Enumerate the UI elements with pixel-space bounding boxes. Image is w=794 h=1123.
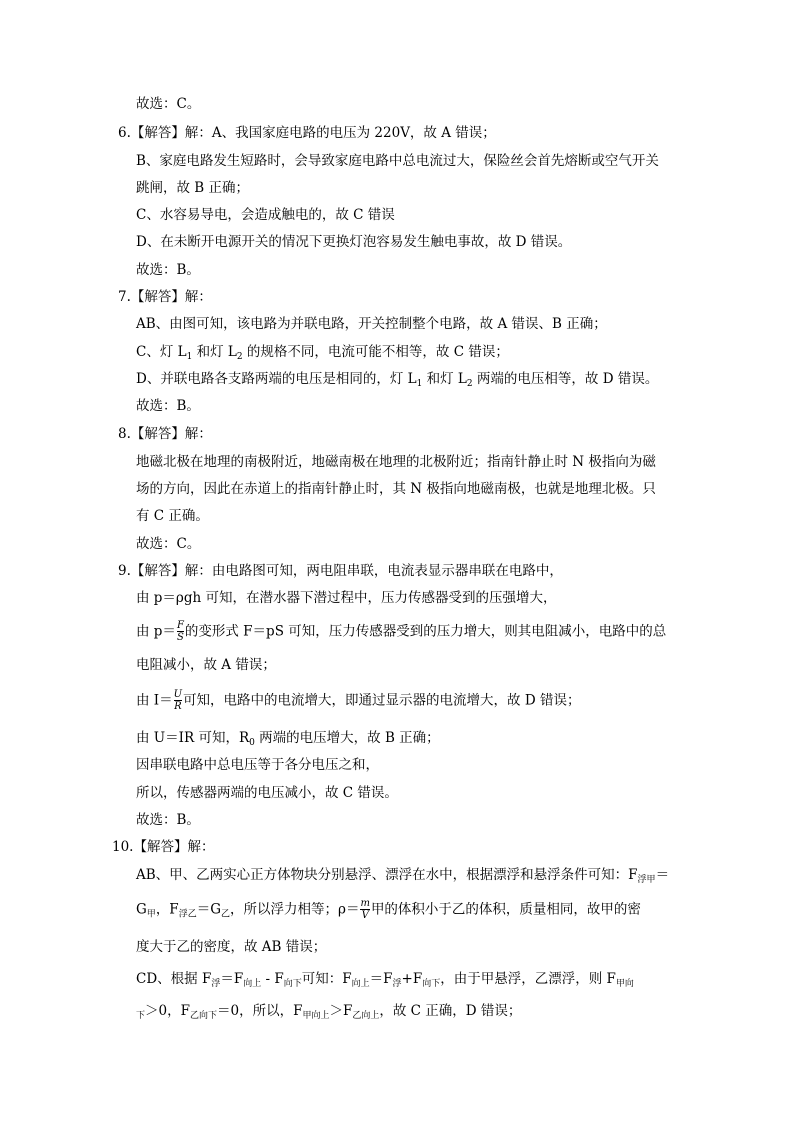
text-line: 有 C 正确。 xyxy=(136,508,209,524)
text-line: 场的方向，因此在赤道上的指南针静止时，其 N 极指向地磁南极，也就是地理北极。只 xyxy=(136,481,656,497)
text-line: 跳闸，故 B 正确； xyxy=(136,180,250,196)
answer-9-heading: 9.【解答】解：由电路图可知，两电阻串联，电流表显示器串联在电路中， xyxy=(118,563,563,579)
text-line: D、并联电路各支路两端的电压是相同的，灯 $L_1$ 和灯 $L_2$ 两端的电压相等，故 D 错误。 xyxy=(136,371,659,389)
text-line: 由 p＝ρgh 可知，在潜水器下潜过程中，压力传感器受到的压强增大， xyxy=(136,590,557,606)
answer-7-heading: 7.【解答】解： xyxy=(118,289,212,305)
text-line: AB、由图可知，该电路为并联电路，开关控制整个电路，故 A 错误、B 正确； xyxy=(136,316,607,332)
text-line: 电阻减小，故 A 错误； xyxy=(136,657,276,673)
fraction-f-over-s: $\frac{F}{S}$ xyxy=(176,620,184,643)
answer-6-heading: 6.【解答】解：A、我国家庭电路的电压为 220V，故 A 错误； xyxy=(118,125,496,141)
text-line: CD、根据 $F_浮=F_{向上} - F_{向下}$可知：$F_{向上}=F_浮+F_{向下}$，由于甲悬浮，乙漂浮，则 $F_{甲向}$ xyxy=(136,971,634,989)
text-line: 由 p＝ $\frac{F}{S}$ 的变形式 F＝pS 可知，压力传感器受到的压力增大，则其电阻减小，电路中的总 xyxy=(136,620,667,643)
text-line: 因串联电路中总电压等于各分电压之和， xyxy=(136,757,379,773)
text-line: $G_甲$，$F_{浮乙}=G_乙$，所以浮力相等；ρ＝ $\frac{m}{V}$ 甲的体积小于乙的体积，质量相同，故甲的密 xyxy=(136,898,641,921)
text-line: 故选：C。 xyxy=(136,536,201,552)
answer-10-heading: 10.【解答】解： xyxy=(112,839,215,855)
text-line: 故选：B。 xyxy=(136,262,200,278)
text-line: 度大于乙的密度，故 AB 错误； xyxy=(136,939,327,955)
text-line: B、家庭电路发生短路时，会导致家庭电路中总电流过大，保险丝会首先熔断或空气开关 xyxy=(136,153,659,169)
text-line: 由 I＝ $\frac{U}{R}$ 可知，电路中的电流增大，即通过显示器的电流增大，故 D 错误； xyxy=(136,689,581,712)
text-line: AB、甲、乙两实心正方体物块分别悬浮、漂浮在水中，根据漂浮和悬浮条件可知：$F_{浮甲}=$ xyxy=(136,867,670,885)
text-line: 地磁北极在地理的南极附近，地磁南极在地理的北极附近；指南针静止时 N 极指向为磁 xyxy=(136,454,656,470)
text-line: 故选：B。 xyxy=(136,812,200,828)
text-line: C、水容易导电，会造成触电的，故 C 错误 xyxy=(136,207,395,223)
fraction-u-over-r: $\frac{U}{R}$ xyxy=(173,689,183,712)
answer-8-heading: 8.【解答】解： xyxy=(118,426,212,442)
text-line: 故选：B。 xyxy=(136,398,200,414)
text-line: 故选：C。 xyxy=(136,96,201,112)
text-line: 所以，传感器两端的电压减小，故 C 错误。 xyxy=(136,785,398,801)
fraction-m-over-v: $\frac{m}{V}$ xyxy=(360,898,370,921)
text-line: 由 U＝IR 可知，$R_0$ 两端的电压增大，故 B 正确； xyxy=(136,730,440,748)
text-line: $_下$＞0，$F_{乙向下}=0$，所以，$F_{甲向上}>F_{乙向上}$，故 C 正确，D 错误； xyxy=(136,1003,522,1021)
text-line: C、灯 $L_1$ 和灯 $L_2$ 的规格不同，电流可能不相等，故 C 错误； xyxy=(136,344,509,362)
text-line: D、在未断开电源开关的情况下更换灯泡容易发生触电事故，故 D 错误。 xyxy=(136,234,572,250)
